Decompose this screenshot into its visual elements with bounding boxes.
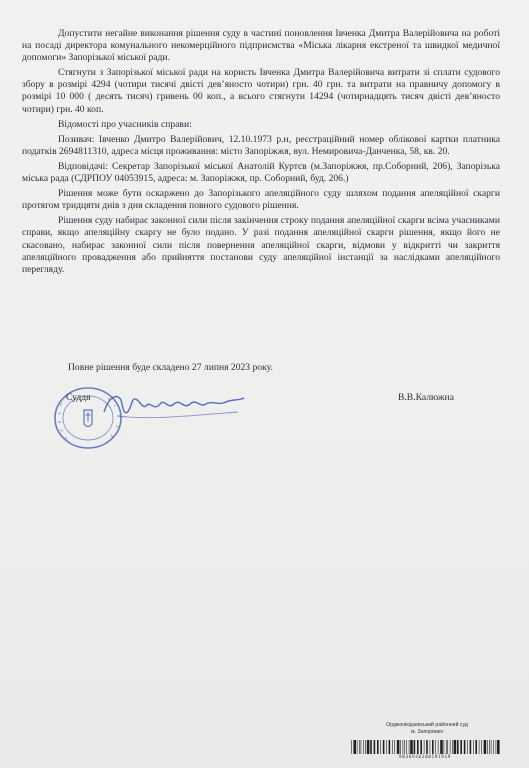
full-decision-note: Повне рішення буде складено 27 липня 2023 року. [68, 362, 273, 373]
decision-body [22, 28, 500, 279]
judge-name: В.В.Калюжна [398, 392, 454, 403]
paragraph-entry-into-force: Рішення суду набирає законної сили після закінчення строку подання апеляційної скарги всіма учасниками справи, якщо апеляційну скаргу не було подано. У разі подання апеляційної скарги рішення, якщо його не скасовано, набирає законної сили після повернення апеляційної скарги, відмови у відкритті чи закриття апеляційного провадження або прийняття постанови суду апеляційної інстанції за наслідками апеляційного перегляду. [22, 215, 500, 275]
paragraph-defendants: Відповідачі: Секретар Запорізької міської Анатолій Куртєв (м.Запоріжжя, пр.Соборний, 206), Запорізька міська рада (СДРПОУ 04053915, адреса: м. Запоріжжя, пр. Соборний, буд. 206.) [22, 160, 500, 185]
judge-signature-row [22, 386, 500, 456]
paragraph-immediate-execution: Допустити негайне виконання рішення суду в частині поновлення Івченка Дмитра Валерійовича на роботі на посаді директора комунального некомерційного підприємства «Міська лікарня екстреної та швидкої медичної допомоги» Запорізької міської ради. [22, 28, 500, 64]
barcode-bars [350, 740, 500, 754]
paragraph-plaintiff: Позивач: Івченко Дмитро Валерійович, 12.10.1973 р.н, реєстраційний номер облікової картки платника податків 2694811310, адреса місця проживання: місто Запоріжжя, вул. Немировича-Данченка, 58, кв. 20. [22, 133, 500, 157]
court-stamp-line-2: м. Запоріжжя [411, 729, 443, 735]
paragraph-participants-heading: Відомості про учасників справи: [58, 118, 192, 130]
paragraph-appeal-right: Рішення може бути оскаржено до Запорізького апеляційного суду шляхом подання апеляційної скарги протягом тридцяти днів з дня складення повного судового рішення. [22, 188, 500, 212]
judge-signature [98, 386, 248, 426]
court-name-stamp [357, 722, 497, 742]
court-stamp-line-1: Орджонікідзевський районний суд [386, 722, 468, 728]
paragraph-costs-recovery: Стягнути з Запорізької міської ради на користь Івченка Дмитра Валерійовича витрати зі сплати судового збору в розмірі 4294 (чотири тисячі двісті дев’яносто чотири) грн. 40 грн. та витрати на правничу допомогу в розмірі 10 000 ( десять тисяч) гривень 00 коп., а всього стягнути 14294 (чотирнадцять тисяч двісті дев’яносто чотири) грн. 40 коп. [22, 67, 500, 115]
judge-label: Суддя [66, 392, 91, 403]
document-barcode [345, 740, 505, 764]
barcode-number: 9836936200191919 [399, 755, 451, 760]
